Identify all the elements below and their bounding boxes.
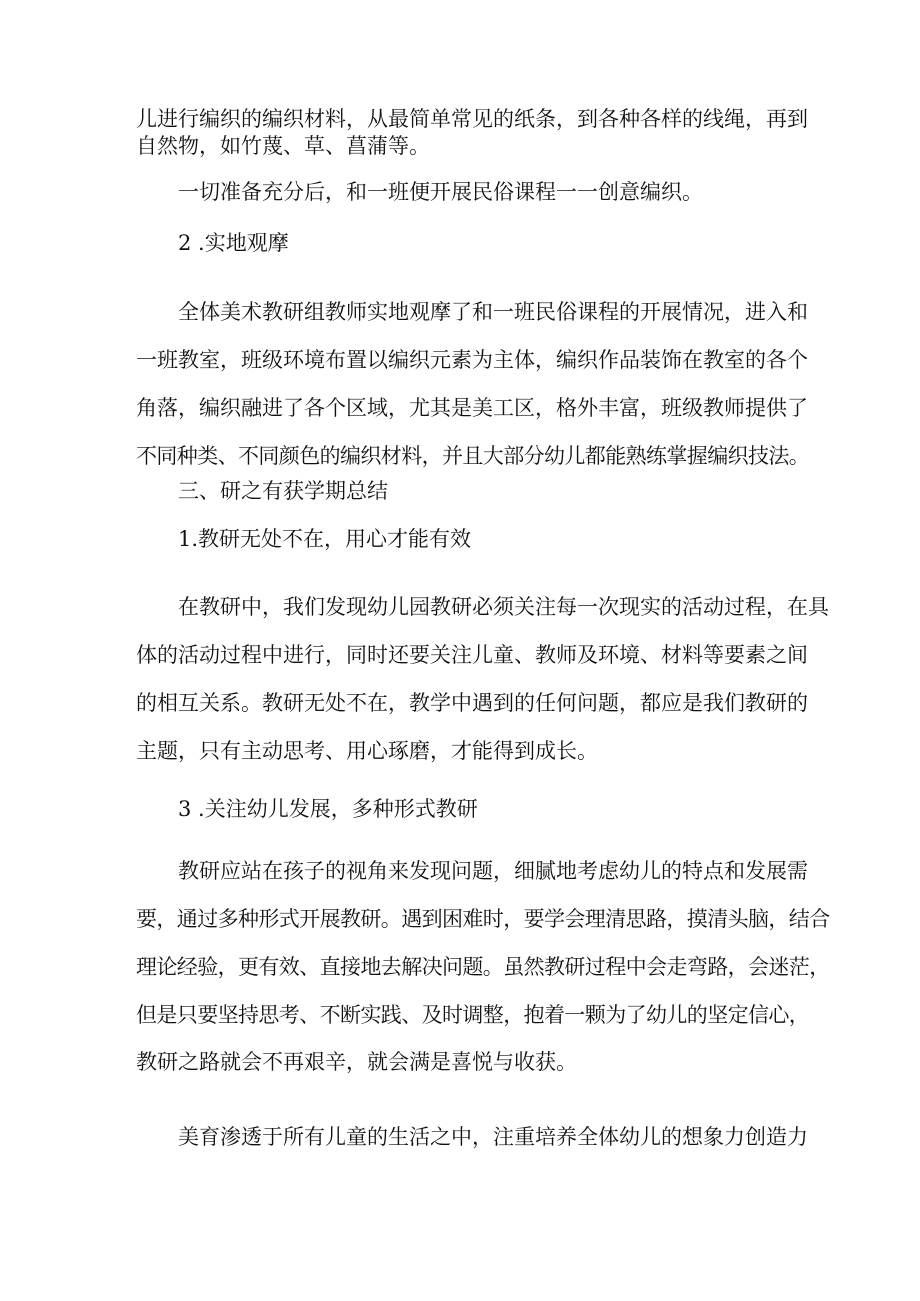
paragraph-line: 自然物，如竹蔑、草、菖蒲等。: [136, 134, 430, 158]
paragraph-line: 全体美术教研组教师实地观摩了和一班民俗课程的开展情况，进入和: [178, 300, 808, 324]
section-title: 三、研之有获学期总结: [178, 479, 388, 503]
paragraph-line: 儿进行编织的编织材料，从最简单常见的纸条，到各种各样的线绳，再到: [136, 107, 808, 131]
paragraph-line: 角落，编织融进了各个区域，尤其是美工区，格外丰富，班级教师提供了: [136, 396, 808, 420]
section-heading: 3 .关注幼儿发展，多种形式教研: [178, 797, 478, 821]
paragraph-line: 教研应站在孩子的视角来发现问题，细腻地考虑幼儿的特点和发展需: [178, 859, 808, 883]
section-heading: 1.教研无处不在，用心才能有效: [178, 527, 472, 551]
paragraph-line: 要，通过多种形式开展教研。遇到困难时，要学会理清思路，摸清头脑，结合: [136, 907, 830, 931]
paragraph-line: 一班教室，班级环境布置以编织元素为主体，编织作品装饰在教室的各个: [136, 348, 808, 372]
paragraph-line: 不同种类、不同颜色的编织材料，并且大部分幼儿都能熟练掌握编织技法。: [136, 444, 810, 468]
paragraph-line: 教研之路就会不再艰辛，就会满是喜悦与收获。: [136, 1050, 577, 1074]
paragraph-line: 在教研中，我们发现幼儿园教研必须关注每一次现实的活动过程，在具: [178, 595, 829, 619]
section-heading: 2 .实地观摩: [178, 231, 289, 255]
paragraph-line: 主题，只有主动思考、用心琢磨，才能得到成长。: [136, 739, 598, 763]
paragraph-line: 理论经验，更有效、直接地去解决问题。虽然教研过程中会走弯路，会迷茫，: [136, 955, 830, 979]
paragraph-line: 的相互关系。教研无处不在，教学中遇到的任何问题，都应是我们教研的: [136, 691, 808, 715]
paragraph-line: 体的活动过程中进行，同时还要关注儿童、教师及环境、材料等要素之间: [136, 643, 808, 667]
paragraph-line: 美育渗透于所有儿童的生活之中，注重培养全体幼儿的想象力创造力: [178, 1125, 808, 1149]
paragraph-line: 但是只要坚持思考、不断实践、及时调整，抱着一颗为了幼儿的坚定信心，: [136, 1003, 810, 1027]
paragraph-line: 一切准备充分后，和一班便开展民俗课程一一创意编织。: [178, 180, 703, 204]
